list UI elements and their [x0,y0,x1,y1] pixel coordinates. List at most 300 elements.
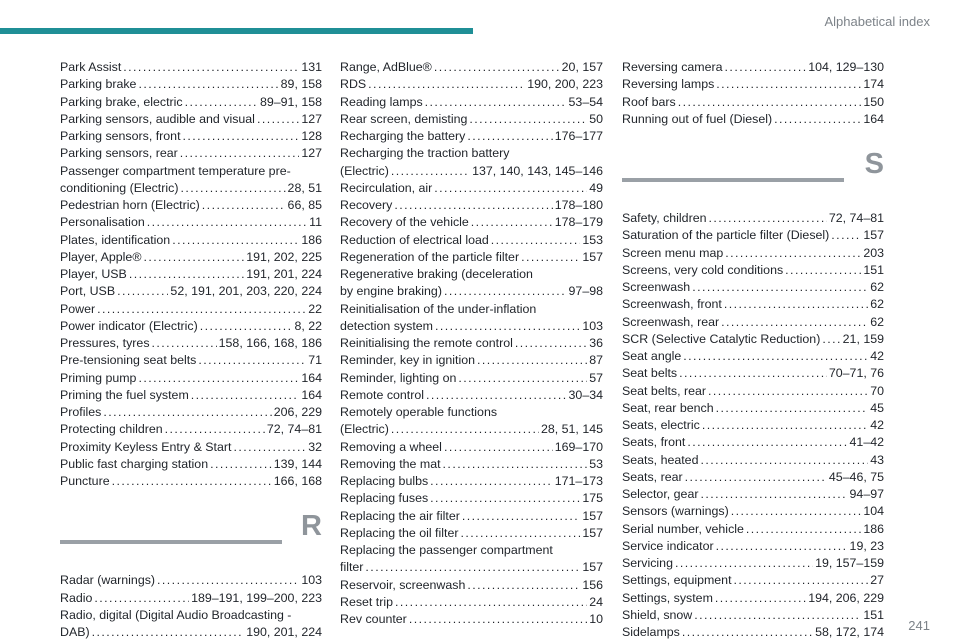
index-entry-last-line [340,318,603,335]
index-entry [340,525,603,542]
index-entry [60,421,322,438]
index-pages: 158, 166, 168, 186 [218,336,322,350]
index-entry [60,94,322,111]
dot-leader [152,335,217,352]
dot-leader [123,59,299,76]
index-pages: 169–170 [554,439,603,454]
dot-leader [183,128,300,145]
index-entry [622,296,884,313]
index-term: Proximity Keyless Entry & Start [60,439,232,454]
index-term: Reversing lamps [622,77,715,92]
index-entry [60,249,322,266]
index-pages: 70–71, 76 [828,366,884,381]
index-term: Screenwash, rear [622,314,720,329]
entry-list [60,59,322,490]
index-pages: 104 [863,504,884,519]
index-pages: 156 [582,577,603,592]
dot-leader [725,245,861,262]
index-entry [622,521,884,538]
index-entry [60,59,322,76]
index-entry [622,210,884,227]
index-term: Reading lamps [340,94,423,109]
index-entry [622,279,884,296]
index-term: Seat belts, rear [622,383,707,398]
index-pages: 157 [582,249,603,264]
index-term: Serial number, vehicle [622,521,744,536]
index-pages: 24 [589,594,603,609]
dot-leader [430,490,580,507]
index-term: Recovery of the vehicle [340,215,469,230]
dot-leader [721,314,868,331]
dot-leader [831,227,861,244]
index-pages: 22 [308,301,322,316]
index-term: DAB) [60,625,90,639]
index-term: Screens, very cold conditions [622,262,784,277]
index-pages: 89, 158 [280,77,322,92]
index-pages: 176–177 [554,129,603,143]
dot-leader [202,197,286,214]
dot-leader [180,180,285,197]
index-pages: 8, 22 [294,318,322,333]
index-entry [622,400,884,417]
index-entry [340,473,603,490]
dot-leader [683,348,868,365]
index-entry [60,283,322,300]
index-pages: 32 [308,439,322,454]
dot-leader [147,214,307,231]
index-pages: 62 [870,297,884,312]
index-pages: 62 [870,314,884,329]
index-term: Sidelamps [622,625,680,639]
index-column-3 [622,59,884,641]
index-pages: 175 [582,491,603,506]
index-term-line: Replacing the passenger compartment [340,543,553,557]
dot-leader [165,421,265,438]
index-entry [60,607,322,641]
index-entry [340,490,603,507]
index-pages: 28, 51, 145 [540,422,603,437]
index-term: Rev counter [340,612,407,626]
index-pages: 11 [309,215,322,230]
index-pages: 131 [301,60,322,74]
index-pages: 190, 201, 224 [246,625,322,639]
index-entry [340,111,603,128]
index-entry [340,59,603,76]
index-entry [622,469,884,486]
index-pages: 57 [589,370,603,385]
index-entry [60,128,322,145]
index-pages: 164 [301,370,322,385]
index-entry [622,76,884,93]
index-pages: 20, 157 [561,60,603,74]
index-entry [340,404,603,439]
index-entry [340,232,603,249]
index-entry [60,404,322,421]
index-entry [622,314,884,331]
index-entry [60,301,322,318]
index-pages: 58, 172, 174 [815,625,884,639]
index-term: Recharging the battery [340,129,466,143]
section-letter: S [864,148,884,180]
index-entry [622,590,884,607]
index-entry [60,214,322,231]
index-entry [60,232,322,249]
index-entry [60,572,322,589]
dot-leader [129,266,244,283]
index-term: Roof bars [622,94,676,109]
index-term: Replacing the oil filter [340,525,459,540]
index-term: Puncture [60,474,110,488]
index-term: Player, Apple® [60,249,142,264]
section-divider-s [622,150,884,196]
index-pages: 127 [301,111,322,126]
index-pages: 128 [301,129,322,143]
index-term: SCR (Selective Catalytic Reduction) [622,331,821,346]
index-entry-last-line [340,283,603,300]
index-term-line: Remotely operable functions [340,405,498,419]
index-entry [340,76,603,93]
index-entry-last-line [60,180,322,197]
index-pages: 104, 129–130 [808,60,884,74]
index-term: Recovery [340,198,393,212]
entry-list [60,572,322,641]
index-term: Reduction of electrical load [340,232,489,247]
index-term: Replacing fuses [340,491,429,506]
index-pages: 66, 85 [287,198,322,212]
dot-leader [702,417,868,434]
dot-leader [716,76,861,93]
dot-leader [409,611,587,628]
index-term: Service indicator [622,538,714,553]
index-entry [60,352,322,369]
index-term: Settings, system [622,590,713,605]
index-pages: 45 [870,400,884,415]
index-pages: 87 [589,353,603,368]
index-term: Servicing [622,556,673,570]
index-term: Power indicator (Electric) [60,318,198,333]
index-entry [622,572,884,589]
index-pages: 19, 157–159 [815,556,884,570]
index-term-line: Reinitialisation of the under-inflation [340,301,537,316]
dot-leader [785,262,861,279]
dot-leader [687,434,847,451]
index-entry [340,542,603,577]
index-term: conditioning (Electric) [60,180,179,195]
index-entry [622,111,884,128]
header-accent-bar [0,28,473,34]
index-entry [622,417,884,434]
dot-leader [94,590,189,607]
dot-leader [112,473,272,490]
index-entry [60,145,322,162]
index-term: Parking brake, electric [60,94,183,109]
index-entry [60,335,322,352]
index-term: Seats, rear [622,469,683,484]
dot-leader [198,352,306,369]
index-entry [340,128,603,145]
index-pages: 191, 201, 224 [246,267,322,281]
index-term: Seat angle [622,349,682,363]
index-pages: 28, 51 [287,180,322,195]
index-entry [622,59,884,76]
index-term: Priming the fuel system [60,387,189,402]
index-term: Running out of fuel (Diesel) [622,111,773,126]
index-term: Sensors (warnings) [622,504,729,519]
index-pages: 157 [582,508,603,523]
section-rule [60,540,282,544]
dot-leader [138,370,299,387]
dot-leader [200,318,293,335]
dot-leader [694,607,861,624]
index-term: Replacing bulbs [340,474,429,488]
dot-leader [731,503,862,520]
index-term: Recirculation, air [340,180,433,195]
index-entry [340,197,603,214]
index-pages: 19, 23 [849,538,884,553]
index-pages: 53 [589,456,603,471]
index-entry [60,387,322,404]
index-term: by engine braking) [340,284,442,299]
index-term: Parking sensors, audible and visual [60,111,255,126]
index-entry [622,607,884,624]
index-entry [340,611,603,628]
index-entry [60,76,322,93]
index-pages: 164 [301,387,322,402]
dot-leader [471,214,553,231]
index-pages: 186 [863,521,884,536]
index-term: Settings, equipment [622,573,732,588]
dot-leader [700,452,868,469]
index-entry [340,214,603,231]
index-term: Saturation of the particle filter (Diesel) [622,228,830,243]
index-term: Personalisation [60,215,145,230]
dot-leader [394,197,552,214]
index-pages: 166, 168 [273,474,322,488]
page-number: 241 [908,618,930,633]
dot-leader [521,249,580,266]
index-term: Screenwash, front [622,297,722,312]
index-entry [60,456,322,473]
index-term: Screen menu map [622,245,724,260]
index-pages: 42 [870,418,884,432]
index-pages: 97–98 [568,284,603,299]
index-term: Priming pump [60,370,137,385]
index-entry [622,452,884,469]
index-pages: 137, 140, 143, 145–146 [472,163,603,178]
index-pages: 171–173 [554,474,603,488]
index-entry [60,439,322,456]
index-entry [622,434,884,451]
index-column-2 [340,59,603,628]
index-term: Safety, children [622,211,707,225]
index-entry [340,456,603,473]
index-entry [340,266,603,301]
index-pages: 30–34 [568,387,603,402]
dot-leader [678,94,862,111]
index-pages: 191, 202, 225 [246,249,322,264]
index-pages: 194, 206, 229 [808,590,884,605]
dot-leader [708,210,826,227]
dot-leader [180,145,300,162]
index-term: Regeneration of the particle filter [340,249,520,264]
index-term: Reminder, lighting on [340,370,457,385]
index-entry-last-line [340,421,603,438]
dot-leader [138,76,278,93]
index-pages: 127 [301,146,322,161]
index-term: Seat, rear bench [622,400,714,415]
dot-leader [185,94,258,111]
index-term: Seats, front [622,435,686,450]
index-entry [60,590,322,607]
dot-leader [467,577,580,594]
index-pages: 43 [870,452,884,467]
index-entry [340,335,603,352]
index-pages: 157 [582,525,603,540]
entry-list [340,59,603,628]
index-pages: 36 [589,336,603,350]
index-term: Player, USB [60,267,127,281]
index-pages: 174 [863,77,884,92]
index-entry [622,624,884,641]
index-pages: 186 [301,232,322,247]
index-entry [340,352,603,369]
dot-leader [682,624,813,641]
index-term: Power [60,301,96,316]
index-term: Remote control [340,387,425,402]
index-term: Public fast charging station [60,456,209,471]
dot-leader [435,318,580,335]
index-entry [622,486,884,503]
dot-leader [458,370,587,387]
index-entry-last-line [340,163,603,180]
dot-leader [444,283,567,300]
dot-leader [143,249,244,266]
index-pages: 53–54 [568,94,603,109]
dot-leader [675,555,813,572]
index-term-line: Radio, digital (Digital Audio Broadcasting - [60,607,292,622]
dot-leader [210,456,272,473]
dot-leader [491,232,581,249]
index-entry [340,577,603,594]
index-pages: 50 [589,111,603,126]
dot-leader [469,111,587,128]
index-pages: 203 [863,245,884,260]
dot-leader [425,94,567,111]
dot-leader [715,590,806,607]
index-pages: 45–46, 75 [828,469,884,484]
dot-leader [708,383,868,400]
index-pages: 52, 191, 201, 203, 220, 224 [170,284,322,299]
index-term: filter [340,560,364,575]
index-pages: 103 [301,573,322,588]
index-entry [622,365,884,382]
index-term: RDS [340,77,367,92]
entry-list [622,210,884,641]
index-pages: 151 [863,607,884,622]
index-entry [340,594,603,611]
dot-leader [103,404,271,421]
index-term: Screenwash [622,280,691,294]
dot-leader [734,572,869,589]
index-pages: 21, 159 [842,331,884,346]
dot-leader [434,59,560,76]
index-entry [340,145,603,180]
index-entry [622,538,884,555]
index-term: Seat belts [622,366,678,381]
index-term: Seats, heated [622,452,699,467]
index-entry-last-line [60,624,322,641]
dot-leader [430,473,553,490]
index-entry [340,439,603,456]
dot-leader [515,335,587,352]
dot-leader [368,76,525,93]
index-entry [622,555,884,572]
index-term: Pedestrian horn (Electric) [60,198,200,212]
index-entry [622,331,884,348]
index-pages: 164 [863,111,884,126]
dot-leader [774,111,861,128]
entry-list [622,59,884,128]
index-term: Profiles [60,405,102,419]
index-term: Pressures, tyres [60,336,150,350]
dot-leader [679,365,827,382]
index-term: Removing a wheel [340,439,442,454]
index-pages: 157 [863,228,884,243]
index-pages: 27 [870,573,884,588]
index-term: Radar (warnings) [60,573,156,588]
index-entry [622,383,884,400]
dot-leader [172,232,299,249]
index-entry [622,94,884,111]
index-term: Reminder, key in ignition [340,353,475,368]
dot-leader [822,331,840,348]
index-entry [340,94,603,111]
dot-leader [462,508,580,525]
index-pages: 206, 229 [273,405,322,419]
dot-leader [257,111,299,128]
index-term-line: Passenger compartment temperature pre- [60,163,291,178]
index-pages: 190, 200, 223 [527,77,603,92]
index-entry [60,473,322,490]
index-term: Plates, identification [60,232,171,247]
dot-leader [191,387,300,404]
index-entry [622,348,884,365]
index-term: Removing the mat [340,456,441,471]
index-entry [60,163,322,198]
dot-leader [477,352,587,369]
index-entry [340,249,603,266]
index-entry [622,227,884,244]
index-pages: 178–179 [554,215,603,230]
dot-leader [426,387,567,404]
index-term: Radio [60,590,93,605]
section-divider-r [60,512,322,558]
index-term: Park Assist [60,60,122,74]
index-pages: 49 [589,180,603,195]
dot-leader [716,538,848,555]
dot-leader [716,400,869,417]
index-pages: 139, 144 [273,456,322,471]
page-header [0,0,960,40]
index-term: detection system [340,318,433,333]
dot-leader [725,59,807,76]
index-pages: 72, 74–81 [266,422,322,437]
index-entry [60,111,322,128]
dot-leader [233,439,306,456]
section-letter: R [301,510,322,543]
page-title: Alphabetical index [824,14,930,29]
index-pages: 178–180 [554,198,603,212]
